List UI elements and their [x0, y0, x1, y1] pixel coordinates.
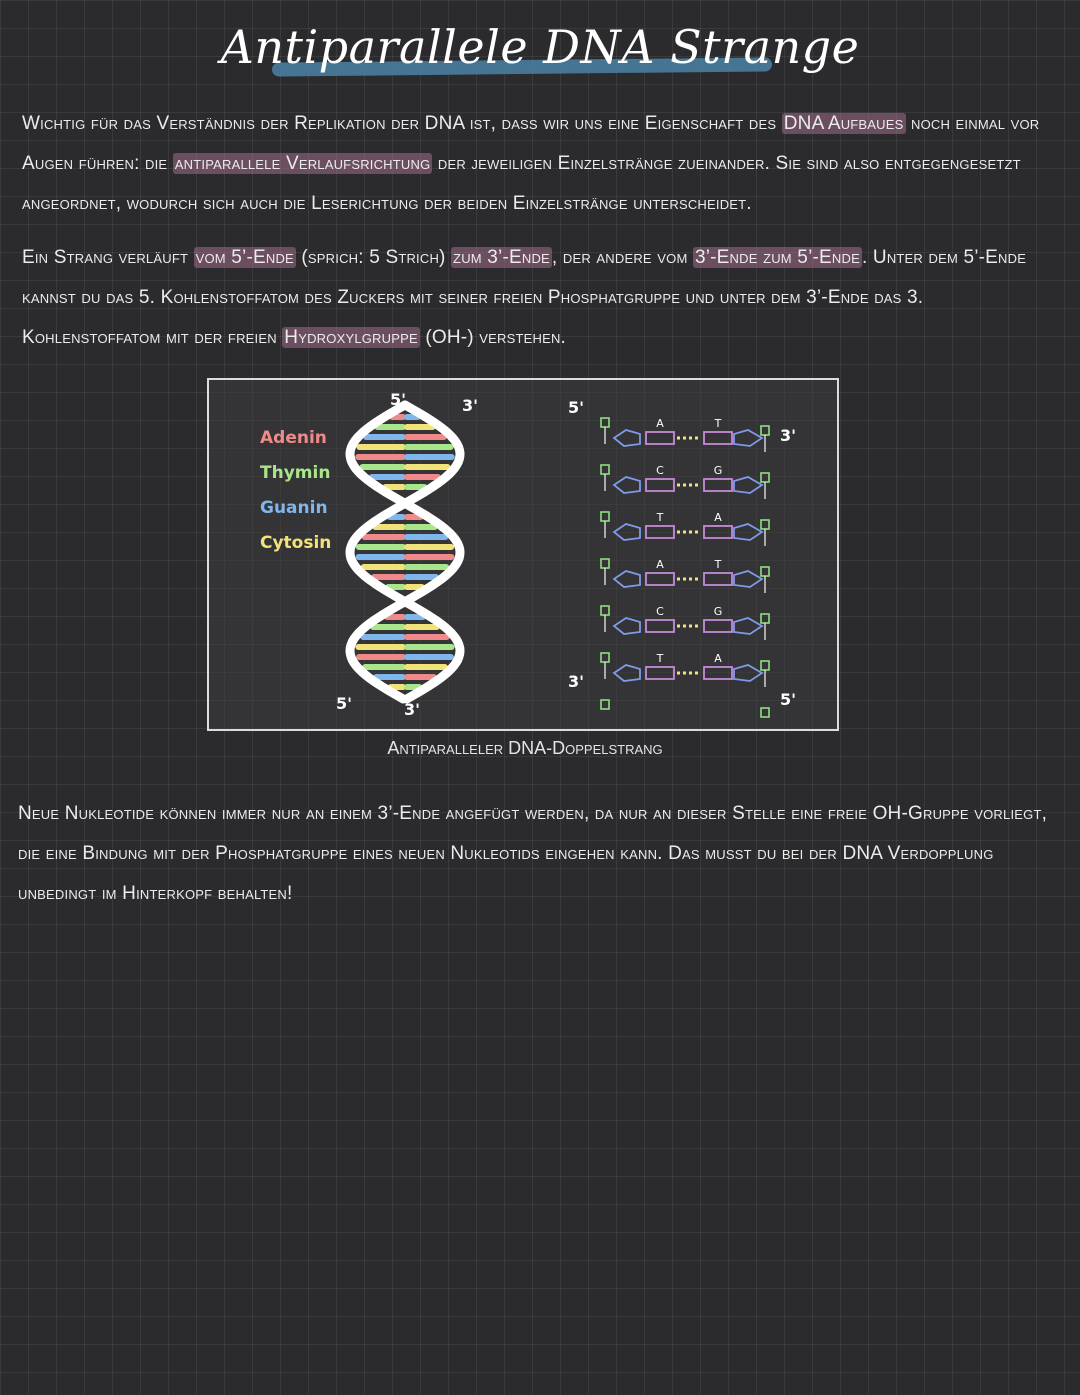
dna-ladder-diagram: [601, 417, 769, 717]
ladder-bottom-left-label: 3': [568, 672, 585, 691]
base-letter-right: G: [713, 605, 723, 618]
phosphate-left: [601, 606, 609, 615]
paragraph-intro-text-1: Wichtig für das Verständnis der Replikation der DNA ist, dass wir uns eine Eigenschaft des: [22, 113, 782, 134]
ladder-bottom-right-label: 5': [780, 690, 797, 709]
helix-top-right-label: 3': [462, 396, 479, 415]
phosphate-right: [761, 567, 769, 576]
phosphate-right: [761, 614, 769, 623]
base-letter-right: G: [713, 464, 723, 477]
paragraph-strand-text-1: Ein Strang verläuft: [22, 247, 194, 268]
ladder-top-left-label: 5': [568, 398, 585, 417]
sugar-right: [734, 524, 762, 540]
helix-bottom-left-label: 5': [336, 694, 353, 713]
legend-guanin: Guanin: [260, 498, 328, 518]
phosphate-left: [601, 559, 609, 568]
helix-top-left-label: 5': [390, 390, 407, 409]
paragraph-strand-text-2: (sprich: 5 Strich): [295, 247, 452, 268]
sugar-right: [734, 571, 762, 587]
phosphate-left: [601, 418, 609, 427]
phosphate-right: [761, 473, 769, 482]
base-letter-right: T: [714, 417, 722, 430]
base-letter-right: A: [714, 652, 722, 665]
base-letter-left: T: [656, 511, 664, 524]
ladder-top-right-label: 3': [780, 426, 797, 445]
base-letter-left: A: [656, 417, 664, 430]
base-left: [646, 573, 674, 585]
legend-cytosin: Cytosin: [260, 533, 332, 553]
highlight-3-zu-5-ende: 3’-Ende zum 5’-Ende: [694, 247, 860, 268]
base-left: [646, 667, 674, 679]
phosphate-right: [761, 520, 769, 529]
base-right: [704, 620, 732, 632]
base-left: [646, 620, 674, 632]
base-letter-left: T: [656, 652, 664, 665]
paragraph-intro-text-3: der jeweiligen Einzelstränge zueinander. Sie sind also entgegengesetzt angeordnet, wodurch sich auch die Leserichtung der beiden Einzelstränge unterscheidet.: [22, 153, 1021, 214]
sugar-left: [614, 571, 640, 587]
base-letter-right: A: [714, 511, 722, 524]
sugar-right: [734, 618, 762, 634]
sugar-left: [614, 430, 640, 446]
dna-double-helix: [350, 405, 460, 699]
legend-adenin: Adenin: [260, 428, 327, 448]
base-right: [704, 479, 732, 491]
sugar-right: [734, 477, 762, 493]
phosphate-left: [601, 465, 609, 474]
phosphate-right: [761, 426, 769, 435]
base-right: [704, 573, 732, 585]
highlight-5-ende: vom 5’-Ende: [195, 247, 294, 268]
highlight-hydroxylgruppe: Hydroxylgruppe: [284, 327, 418, 348]
sugar-right: [734, 665, 762, 681]
sugar-left: [614, 618, 640, 634]
phosphate-left: [601, 512, 609, 521]
base-left: [646, 526, 674, 538]
highlight-antiparallel: antiparallele Verlaufsrichtung: [174, 153, 431, 174]
base-letter-left: C: [656, 464, 664, 477]
sugar-left: [614, 524, 640, 540]
highlight-3-ende: zum 3’-Ende: [453, 247, 550, 268]
paragraph-strand-text-3: , der andere vom: [551, 247, 693, 268]
sugar-right: [734, 430, 762, 446]
sugar-left: [614, 665, 640, 681]
phosphate-left: [601, 700, 609, 709]
base-letter-left: A: [656, 558, 664, 571]
paragraph-strand-text-4: . Unter dem 5’-Ende kannst du das 5. Kohlenstoffatom des Zuckers mit seiner freien Phosphatgruppe und unter dem 3’-Ende das 3. Kohlenstoffatom mit der freien: [22, 247, 1027, 348]
legend-thymin: Thymin: [260, 463, 331, 483]
phosphate-right: [761, 661, 769, 670]
phosphate-left: [601, 653, 609, 662]
paragraph-intro-text-2: noch einmal vor Augen führen: die: [22, 113, 1040, 174]
base-left: [646, 479, 674, 491]
paragraph-strand-text-5: (OH-) verstehen.: [419, 327, 567, 348]
base-right: [704, 432, 732, 444]
base-right: [704, 526, 732, 538]
figure-caption: Antiparalleler DNA-Doppelstrang: [387, 738, 663, 758]
highlight-dna-aufbau: DNA Aufbaues: [783, 113, 904, 134]
paragraph-replication-note: Neue Nukleotide können immer nur an einem 3’-Ende angefügt werden, da nur an dieser Stelle eine freie OH-Gruppe vorliegt, die eine Bindung mit der Phosphatgruppe eines neuen Nukleotids eingehen kann. Das musst du bei der DNA Verdopplung unbedingt im Hinterkopf behalten!: [18, 803, 1048, 904]
base-right: [704, 667, 732, 679]
base-left: [646, 432, 674, 444]
base-letter-left: C: [656, 605, 664, 618]
phosphate-right: [761, 708, 769, 717]
sugar-left: [614, 477, 640, 493]
page-title: Antiparallele DNA Strange: [220, 20, 860, 74]
helix-bottom-right-label: 3': [404, 700, 421, 719]
base-letter-right: T: [714, 558, 722, 571]
